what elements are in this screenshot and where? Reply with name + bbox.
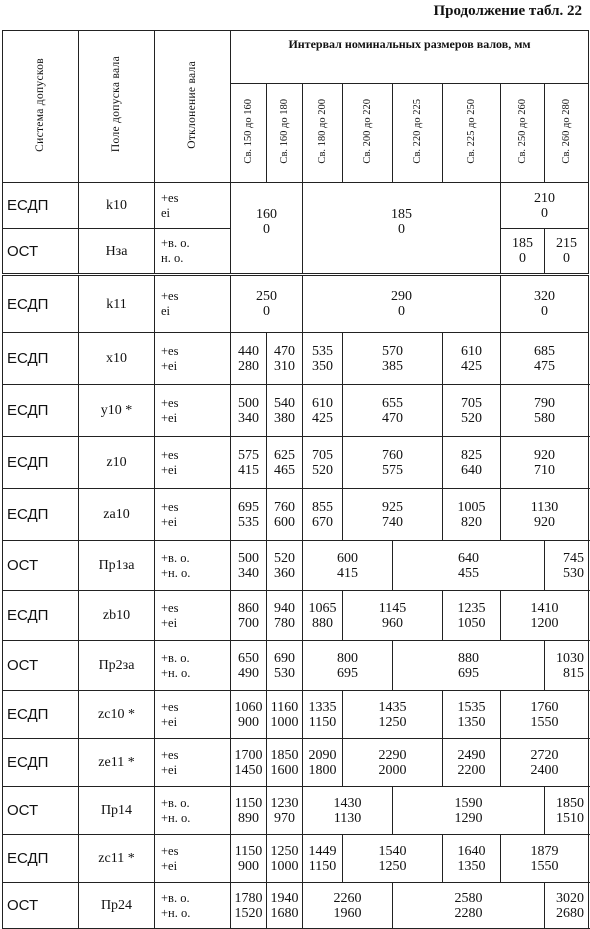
value-cell: 1430 1130: [303, 787, 393, 835]
system-cell: ЕСДП: [3, 333, 79, 385]
value-cell: 1940 1680: [267, 883, 303, 929]
table-caption: Продолжение табл. 22: [433, 3, 582, 19]
value-cell: 600 415: [303, 541, 393, 591]
value-cell: 1065 880: [303, 591, 343, 641]
value-cell: 1535 1350: [443, 691, 501, 739]
value-cell: 1850 1510: [545, 787, 589, 835]
value-cell: 2090 1800: [303, 739, 343, 787]
deviation-cell: +es ei: [155, 275, 231, 333]
value-cell: 610 425: [303, 385, 343, 437]
value-cell: 860 700: [231, 591, 267, 641]
value-cell: 1235 1050: [443, 591, 501, 641]
table-row: [3, 591, 589, 641]
system-cell: ЕСДП: [3, 183, 79, 229]
value-cell: 185 0: [501, 229, 545, 275]
table-row: [3, 883, 589, 929]
field-cell: k11: [79, 275, 155, 333]
header-range: Св. 160 до 180: [267, 84, 303, 183]
value-cell: 1449 1150: [303, 835, 343, 883]
value-cell: 210 0: [501, 183, 589, 229]
value-cell: 2290 2000: [343, 739, 443, 787]
value-cell: 855 670: [303, 489, 343, 541]
value-cell: 290 0: [303, 275, 501, 333]
header-interval: Интервал номинальных размеров валов, мм: [231, 31, 589, 84]
system-cell: ЕСДП: [3, 275, 79, 333]
value-cell: 500 340: [231, 385, 267, 437]
header-field: Поле допуска вала: [79, 31, 155, 183]
header-range: Св. 250 до 260: [501, 84, 545, 183]
value-cell: 1700 1450: [231, 739, 267, 787]
system-cell: ЕСДП: [3, 591, 79, 641]
field-cell: z10: [79, 437, 155, 489]
value-cell: 1410 1200: [501, 591, 589, 641]
tolerance-table: [2, 30, 589, 929]
field-cell: y10 *: [79, 385, 155, 437]
system-cell: ЕСДП: [3, 385, 79, 437]
system-cell: ЕСДП: [3, 489, 79, 541]
value-cell: 610 425: [443, 333, 501, 385]
table-row: [3, 541, 589, 591]
field-cell: Пр24: [79, 883, 155, 929]
field-cell: Пр2за: [79, 641, 155, 691]
value-cell: 470 310: [267, 333, 303, 385]
field-cell: Пр14: [79, 787, 155, 835]
value-cell: 1230 970: [267, 787, 303, 835]
header-range: Св. 150 до 160: [231, 84, 267, 183]
deviation-cell: +в. о. +н. о.: [155, 541, 231, 591]
value-cell: 1540 1250: [343, 835, 443, 883]
value-cell: 1879 1550: [501, 835, 589, 883]
value-cell: 1850 1600: [267, 739, 303, 787]
value-cell: 745 530: [545, 541, 589, 591]
value-cell: 625 465: [267, 437, 303, 489]
table-row: [3, 385, 589, 437]
value-cell: 705 520: [303, 437, 343, 489]
field-cell: x10: [79, 333, 155, 385]
value-cell: 1590 1290: [393, 787, 545, 835]
value-cell: 3020 2680: [545, 883, 589, 929]
system-cell: ОСТ: [3, 541, 79, 591]
value-cell: 1150 900: [231, 835, 267, 883]
deviation-cell: +es +ei: [155, 437, 231, 489]
value-cell: 160 0: [231, 183, 303, 275]
header-range: Св. 200 до 220: [343, 84, 393, 183]
deviation-cell: +es +ei: [155, 835, 231, 883]
value-cell: 685 475: [501, 333, 589, 385]
value-cell: 760 575: [343, 437, 443, 489]
value-cell: 520 360: [267, 541, 303, 591]
value-cell: 790 580: [501, 385, 589, 437]
value-cell: 825 640: [443, 437, 501, 489]
value-cell: 695 535: [231, 489, 267, 541]
value-cell: 250 0: [231, 275, 303, 333]
value-cell: 650 490: [231, 641, 267, 691]
value-cell: 1250 1000: [267, 835, 303, 883]
value-cell: 2490 2200: [443, 739, 501, 787]
value-cell: 760 600: [267, 489, 303, 541]
deviation-cell: +в. о. н. о.: [155, 229, 231, 275]
table-row: [3, 275, 589, 333]
system-cell: ЕСДП: [3, 835, 79, 883]
value-cell: 655 470: [343, 385, 443, 437]
value-cell: 1335 1150: [303, 691, 343, 739]
value-cell: 1145 960: [343, 591, 443, 641]
header-range: Св. 220 до 225: [393, 84, 443, 183]
field-cell: Hза: [79, 229, 155, 275]
deviation-cell: +es +ei: [155, 591, 231, 641]
deviation-cell: +es +ei: [155, 489, 231, 541]
field-cell: zc10 *: [79, 691, 155, 739]
deviation-cell: +es ei: [155, 183, 231, 229]
header-range: Св. 180 до 200: [303, 84, 343, 183]
table-row: [3, 691, 589, 739]
field-cell: za10: [79, 489, 155, 541]
deviation-cell: +es +ei: [155, 739, 231, 787]
value-cell: 2580 2280: [393, 883, 545, 929]
value-cell: 1435 1250: [343, 691, 443, 739]
value-cell: 320 0: [501, 275, 589, 333]
system-cell: ЕСДП: [3, 739, 79, 787]
value-cell: 215 0: [545, 229, 589, 275]
header-range: Св. 225 до 250: [443, 84, 501, 183]
value-cell: 920 710: [501, 437, 589, 489]
table-row: [3, 835, 589, 883]
system-cell: ОСТ: [3, 229, 79, 275]
table-row: [3, 641, 589, 691]
table-row: [3, 437, 589, 489]
value-cell: 570 385: [343, 333, 443, 385]
table-row: [3, 489, 589, 541]
value-cell: 575 415: [231, 437, 267, 489]
header-range: Св. 260 до 280: [545, 84, 589, 183]
system-cell: ОСТ: [3, 787, 79, 835]
value-cell: 925 740: [343, 489, 443, 541]
deviation-cell: +в. о. +н. о.: [155, 883, 231, 929]
table-row: [3, 787, 589, 835]
field-cell: zb10: [79, 591, 155, 641]
value-cell: 640 455: [393, 541, 545, 591]
field-cell: ze11 *: [79, 739, 155, 787]
value-cell: 540 380: [267, 385, 303, 437]
value-cell: 2720 2400: [501, 739, 589, 787]
deviation-cell: +es +ei: [155, 333, 231, 385]
system-cell: ОСТ: [3, 641, 79, 691]
value-cell: 940 780: [267, 591, 303, 641]
value-cell: 880 695: [393, 641, 545, 691]
header-system: Система допусков: [3, 31, 79, 183]
deviation-cell: +в. о. +н. о.: [155, 641, 231, 691]
value-cell: 705 520: [443, 385, 501, 437]
field-cell: zc11 *: [79, 835, 155, 883]
field-cell: Пр1за: [79, 541, 155, 591]
value-cell: 500 340: [231, 541, 267, 591]
system-cell: ЕСДП: [3, 437, 79, 489]
deviation-cell: +es +ei: [155, 691, 231, 739]
value-cell: 1005 820: [443, 489, 501, 541]
value-cell: 1150 890: [231, 787, 267, 835]
deviation-cell: +в. о. +н. о.: [155, 787, 231, 835]
field-cell: k10: [79, 183, 155, 229]
value-cell: 185 0: [303, 183, 501, 275]
value-cell: 1030 815: [545, 641, 589, 691]
value-cell: 1130 920: [501, 489, 589, 541]
value-cell: 1640 1350: [443, 835, 501, 883]
value-cell: 535 350: [303, 333, 343, 385]
value-cell: 1780 1520: [231, 883, 267, 929]
value-cell: 1160 1000: [267, 691, 303, 739]
value-cell: 800 695: [303, 641, 393, 691]
value-cell: 690 530: [267, 641, 303, 691]
value-cell: 440 280: [231, 333, 267, 385]
deviation-cell: +es +ei: [155, 385, 231, 437]
table-row: [3, 333, 589, 385]
table-row: [3, 739, 589, 787]
value-cell: 1760 1550: [501, 691, 589, 739]
table-row: [3, 183, 589, 229]
header-deviation: Отклонение вала: [155, 31, 231, 183]
system-cell: ОСТ: [3, 883, 79, 929]
value-cell: 1060 900: [231, 691, 267, 739]
system-cell: ЕСДП: [3, 691, 79, 739]
value-cell: 2260 1960: [303, 883, 393, 929]
